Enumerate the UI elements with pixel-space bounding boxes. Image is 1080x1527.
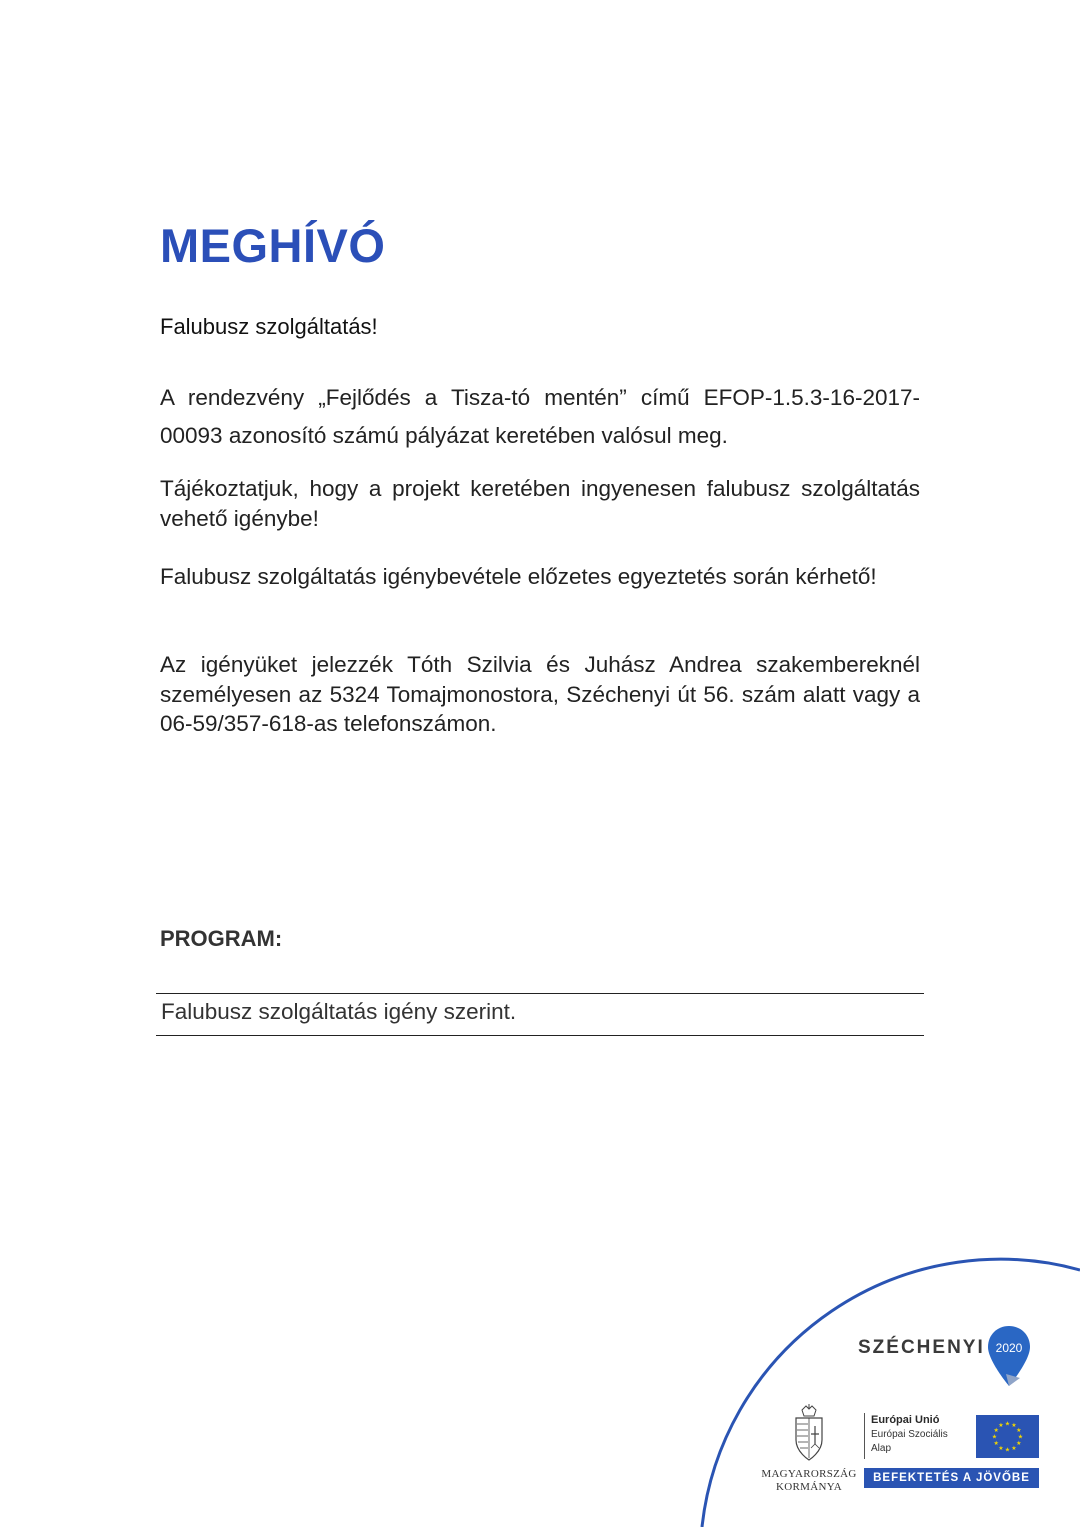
location-pin-icon: [986, 1324, 1032, 1388]
eu-star: ★: [993, 1441, 999, 1447]
government-line-1: MAGYARORSZÁG: [761, 1468, 857, 1480]
szechenyi-year: 2020: [995, 1341, 1023, 1355]
subtitle: Falubusz szolgáltatás!: [160, 314, 378, 339]
eu-star: ★: [1011, 1445, 1017, 1452]
eu-star: ★: [1004, 1447, 1011, 1454]
eu-star: ★: [998, 1445, 1004, 1452]
szechenyi-wordmark: SZÉCHENYI: [858, 1337, 985, 1358]
eu-star: ★: [1004, 1421, 1011, 1428]
eu-fund-label: [864, 1413, 948, 1459]
eu-fund-line-1: Európai Szociális: [871, 1429, 948, 1440]
eu-fund-line-2: Alap: [871, 1443, 892, 1454]
eu-star: ★: [991, 1434, 998, 1441]
government-label: [760, 1468, 858, 1494]
program-heading: PROGRAM:: [160, 926, 283, 951]
eu-star: ★: [1011, 1423, 1017, 1430]
eu-flag-icon: [976, 1415, 1039, 1458]
hungarian-coat-of-arms-icon: [792, 1404, 826, 1462]
eu-star: ★: [998, 1423, 1004, 1430]
investment-slogan: BEFEKTETÉS A JÖVŐBE: [864, 1468, 1039, 1488]
eu-name: Európai Unió: [871, 1414, 940, 1426]
eu-star: ★: [1016, 1428, 1022, 1434]
eu-star: ★: [1017, 1434, 1024, 1441]
paragraph-prior-arrangement: Falubusz szolgáltatás igénybevétele előzetes egyeztetés során kérhető!: [160, 564, 877, 589]
paragraph-contact: Az igényüket jelezzék Tóth Szilvia és Juhász Andrea szakembereknél személyesen az 5324 Tomajmonostora, Széchenyi út 56. szám alatt vagy a 06-59/357-618-as telefonszámon.: [160, 652, 920, 736]
program-item: Falubusz szolgáltatás igény szerint.: [161, 999, 517, 1024]
paragraph-event-info: A rendezvény „Fejlődés a Tisza-tó mentén” című EFOP-1.5.3-16-2017-00093 azonosító számú pályázat keretében valósul meg.: [160, 385, 920, 448]
document-title: MEGHÍVÓ: [160, 219, 386, 272]
eu-star: ★: [1016, 1441, 1022, 1447]
eu-star: ★: [993, 1428, 999, 1434]
government-line-2: KORMÁNYA: [776, 1481, 842, 1493]
paragraph-free-service: Tájékoztatjuk, hogy a projekt keretében ingyenesen falubusz szolgáltatás vehető igénybe!: [160, 476, 920, 531]
program-table: [156, 993, 924, 1036]
